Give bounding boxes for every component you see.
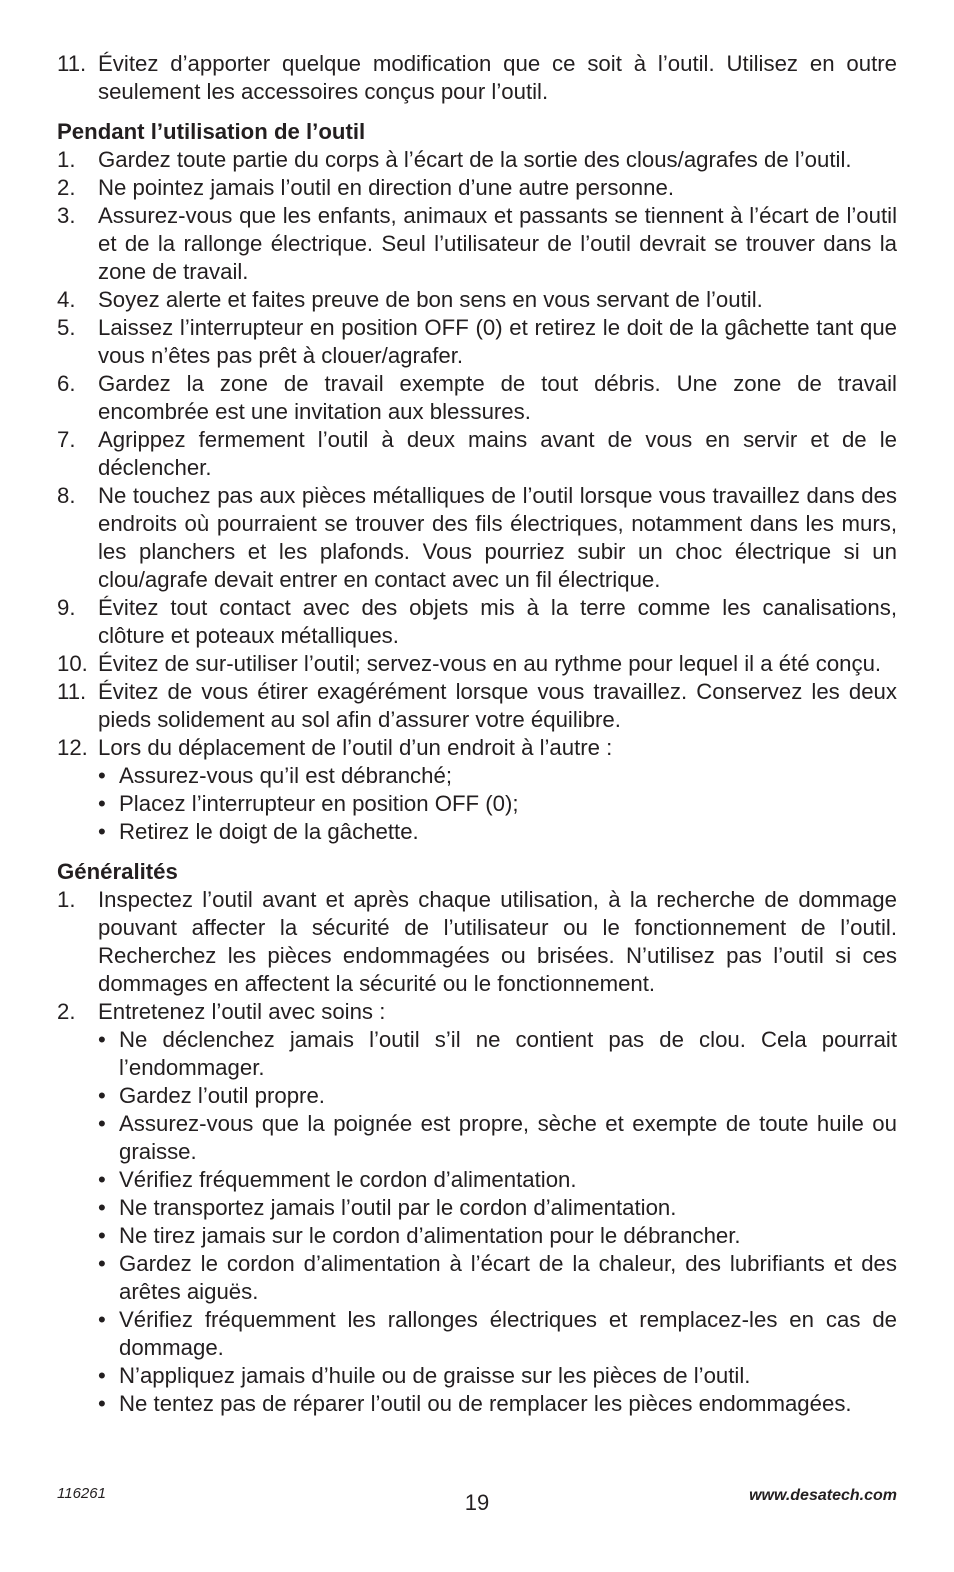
bullet-text: Ne tentez pas de réparer l’outil ou de remplacer les pièces endommagées.: [119, 1391, 852, 1416]
list-text: Gardez toute partie du corps à l’écart de la sortie des clous/agrafes de l’outil.: [98, 147, 852, 172]
list-number: 9.: [57, 595, 76, 620]
general-list: [57, 886, 897, 1026]
use-list: [57, 146, 897, 762]
bullet-item: [98, 818, 897, 846]
list-item: [57, 174, 897, 202]
general-bullet-list: [98, 1026, 897, 1418]
list-text: Évitez d’apporter quelque modification que ce soit à l’outil. Utilisez en outre seulement les accessoires conçus pour l’outil.: [98, 51, 897, 104]
bullet-dot-icon: •: [98, 1195, 106, 1220]
list-text: Inspectez l’outil avant et après chaque utilisation, à la recherche de dommage pouvant affecter la sécurité de l’utilisateur ou le fonctionnement de l’outil. Recherchez les pièces endommagées ou brisées. N’utilisez pas l’outil si ces dommages en affectent la sécurité ou le fonctionnement.: [98, 887, 897, 996]
bullet-dot-icon: •: [98, 1083, 106, 1108]
list-text: Assurez-vous que les enfants, animaux et passants se tiennent à l’écart de l’outil et de la rallonge électrique. Seul l’utilisateur de l’outil devrait se trouver dans la zone de travail.: [98, 203, 897, 284]
section-heading-general: Généralités: [57, 859, 178, 884]
bullet-text: Ne transportez jamais l’outil par le cordon d’alimentation.: [119, 1195, 677, 1220]
list-item: [57, 314, 897, 370]
bullet-item: [98, 1166, 897, 1194]
list-item: [57, 734, 897, 762]
bullet-item: [98, 1222, 897, 1250]
bullet-item: [98, 790, 897, 818]
bullet-text: Gardez l’outil propre.: [119, 1083, 325, 1108]
list-number: 5.: [57, 315, 76, 340]
list-text: Entretenez l’outil avec soins :: [98, 999, 386, 1024]
bullet-dot-icon: •: [98, 1391, 106, 1416]
bullet-text: Gardez le cordon d’alimentation à l’écart de la chaleur, des lubrifiants et des arêtes aiguës.: [119, 1251, 897, 1304]
bullet-item: [98, 762, 897, 790]
list-item: [57, 370, 897, 426]
bullet-text: Ne déclenchez jamais l’outil s’il ne contient pas de clou. Cela pourrait l’endommager.: [119, 1027, 897, 1080]
list-item: [57, 650, 897, 678]
list-number: 1.: [57, 887, 76, 912]
list-item: [57, 482, 897, 594]
list-text: Agrippez fermement l’outil à deux mains avant de vous en servir et de le déclencher.: [98, 427, 897, 480]
bullet-dot-icon: •: [98, 791, 106, 816]
website-link[interactable]: www.desatech.com: [749, 1487, 897, 1504]
list-number: 11.: [57, 51, 87, 76]
bullet-dot-icon: •: [98, 819, 106, 844]
bullet-dot-icon: •: [98, 1363, 106, 1388]
section-heading-use: Pendant l’utilisation de l’outil: [57, 119, 366, 144]
list-number: 2.: [57, 175, 76, 200]
bullet-text: Vérifiez fréquemment le cordon d’alimentation.: [119, 1167, 577, 1192]
list-number: 3.: [57, 203, 76, 228]
list-item: [57, 146, 897, 174]
list-item: [57, 202, 897, 286]
bullet-item: [98, 1026, 897, 1082]
list-number: 4.: [57, 287, 76, 312]
list-text: Laissez l’interrupteur en position OFF (0) et retirez le doit de la gâchette tant que vous n’êtes pas prêt à clouer/agrafer.: [98, 315, 897, 368]
list-text: Ne touchez pas aux pièces métalliques de l’outil lorsque vous travaillez dans des endroits où pourraient se trouver des fils électriques, notamment dans les murs, les planchers et les plafonds. Vous pourriez subir un choc électrique si un clou/agrafe devait entrer en contact avec un fil électrique.: [98, 483, 897, 592]
bullet-item: [98, 1390, 897, 1418]
bullet-dot-icon: •: [98, 1307, 106, 1332]
list-number: 1.: [57, 147, 76, 172]
list-item: [57, 886, 897, 998]
bullet-item: [98, 1362, 897, 1390]
list-text: Évitez de sur-utiliser l’outil; servez-vous en au rythme pour lequel il a été conçu.: [98, 651, 882, 676]
bullet-item: [98, 1194, 897, 1222]
list-item: [57, 678, 897, 734]
bullet-text: N’appliquez jamais d’huile ou de graisse sur les pièces de l’outil.: [119, 1363, 751, 1388]
intro-list-item: [57, 50, 897, 106]
list-item: [57, 286, 897, 314]
bullet-text: Ne tirez jamais sur le cordon d’alimentation pour le débrancher.: [119, 1223, 741, 1248]
page-number: 19: [464, 1490, 490, 1515]
list-text: Soyez alerte et faites preuve de bon sens en vous servant de l’outil.: [98, 287, 763, 312]
list-number: 2.: [57, 999, 76, 1024]
bullet-dot-icon: •: [98, 1027, 106, 1052]
list-text: Évitez de vous étirer exagérément lorsque vous travaillez. Conservez les deux pieds solidement au sol afin d’assurer votre équilibre.: [98, 679, 897, 732]
list-number: 11.: [57, 679, 87, 704]
list-number: 7.: [57, 427, 76, 452]
list-item: [57, 426, 897, 482]
use-bullet-list: [98, 762, 897, 846]
list-number: 12.: [57, 735, 88, 760]
list-number: 6.: [57, 371, 76, 396]
bullet-dot-icon: •: [98, 1111, 106, 1136]
bullet-text: Assurez-vous que la poignée est propre, sèche et exempte de toute huile ou graisse.: [119, 1111, 897, 1164]
bullet-text: Assurez-vous qu’il est débranché;: [119, 763, 452, 788]
bullet-item: [98, 1082, 897, 1110]
list-item: [57, 594, 897, 650]
bullet-text: Placez l’interrupteur en position OFF (0);: [119, 791, 519, 816]
bullet-item: [98, 1110, 897, 1166]
list-text: Ne pointez jamais l’outil en direction d’une autre personne.: [98, 175, 674, 200]
page-content: [57, 50, 897, 1418]
list-text: Lors du déplacement de l’outil d’un endroit à l’autre :: [98, 735, 613, 760]
bullet-dot-icon: •: [98, 1223, 106, 1248]
list-number: 10.: [57, 651, 88, 676]
bullet-dot-icon: •: [98, 763, 106, 788]
bullet-text: Retirez le doigt de la gâchette.: [119, 819, 419, 844]
bullet-dot-icon: •: [98, 1167, 106, 1192]
bullet-item: [98, 1306, 897, 1362]
doc-number: 116261: [57, 1485, 106, 1502]
list-item: [57, 998, 897, 1026]
list-number: 8.: [57, 483, 76, 508]
list-text: Gardez la zone de travail exempte de tout débris. Une zone de travail encombrée est une invitation aux blessures.: [98, 371, 897, 424]
list-text: Évitez tout contact avec des objets mis à la terre comme les canalisations, clôture et poteaux métalliques.: [98, 595, 897, 648]
bullet-item: [98, 1250, 897, 1306]
bullet-text: Vérifiez fréquemment les rallonges électriques et remplacez-les en cas de dommage.: [119, 1307, 897, 1360]
bullet-dot-icon: •: [98, 1251, 106, 1276]
